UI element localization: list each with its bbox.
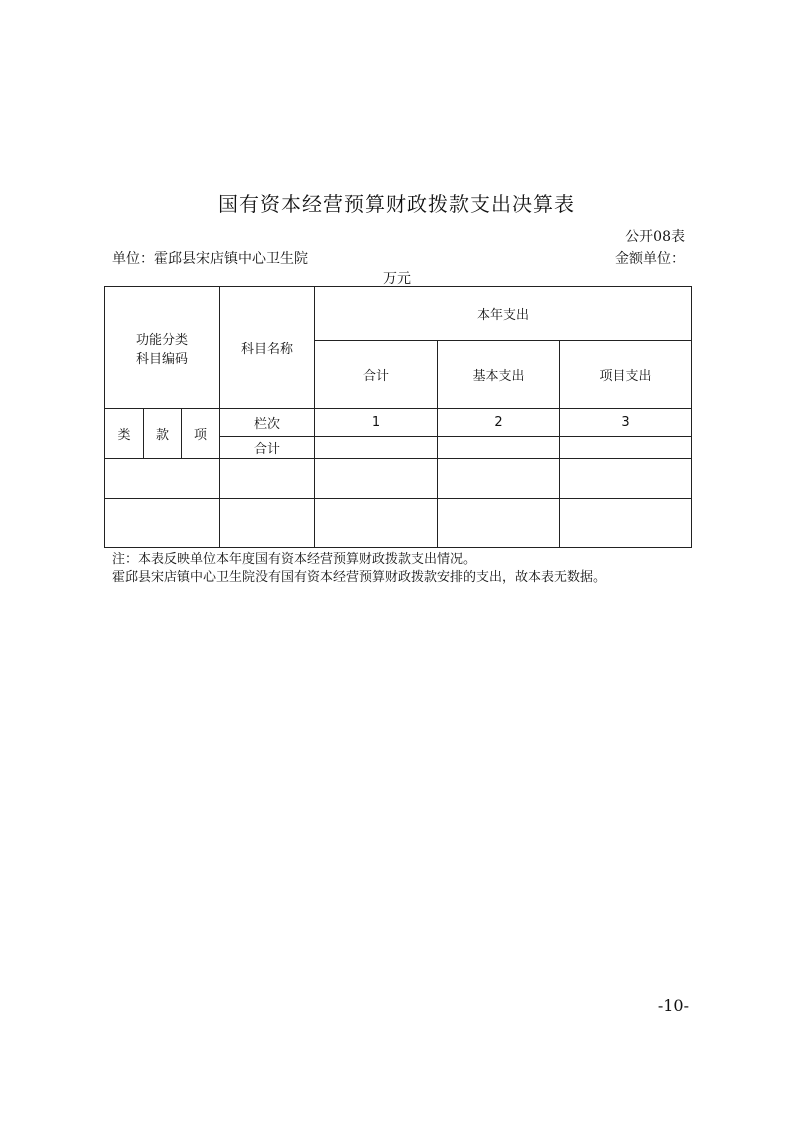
col-number-3: 3 [560,409,692,437]
sum-total-cell [315,437,438,459]
col-number-2: 2 [438,409,560,437]
row-order-label: 栏次 [220,409,315,437]
basic-header: 基本支出 [438,341,560,409]
func-class-line2: 科目编码 [135,351,188,367]
note-line: 霍邱县宋店镇中心卫生院没有国有资本经营预算财政拨款安排的支出，故本表无数据。 [112,570,607,585]
unit-label: 单位：霍邱县宋店镇中心卫生院 [112,251,308,267]
kuan-header: 款 [144,409,182,459]
note-line: 注：本表反映单位本年度国有资本经营预算财政拨款支出情况。 [112,552,477,567]
table-row [105,499,692,548]
project-header: 项目支出 [560,341,692,409]
page-number: -10- [657,996,689,1015]
func-class-line1: 功能分类 [135,332,188,348]
col-number-1: 1 [315,409,438,437]
subject-name-header: 科目名称 [220,287,315,409]
current-year-header: 本年支出 [315,287,692,341]
total-header: 合计 [315,341,438,409]
table-number: 公开08表 [625,229,685,245]
lei-header: 类 [105,409,144,459]
sum-row-label: 合计 [220,437,315,459]
table-row [105,459,692,499]
amount-unit-label: 金额单位： [615,251,685,267]
amount-unit-value: 万元 [383,271,411,287]
sum-project-cell [560,437,692,459]
xiang-header: 项 [182,409,220,459]
func-class-header [105,287,220,409]
sum-basic-cell [438,437,560,459]
expenditure-table [104,286,692,548]
notes [112,551,606,587]
page-title: 国有资本经营预算财政拨款支出决算表 [218,192,575,216]
